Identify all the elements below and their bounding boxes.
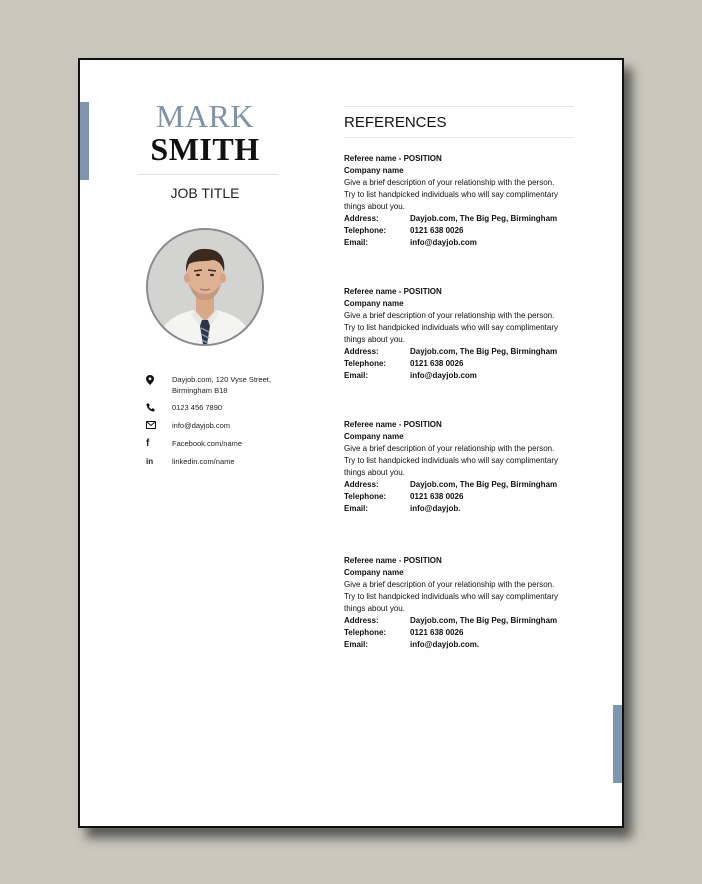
references-heading: REFERENCES [344, 114, 447, 131]
referee-description: Give a brief description of your relationship with the person. Try to list handpicked individuals who will say complimentary things about you. [344, 444, 559, 477]
referee-title: Referee name - POSITION [344, 556, 442, 565]
telephone-label: Telephone: [344, 226, 387, 235]
email-link[interactable]: info@dayjob.com [172, 421, 231, 430]
telephone-label: Telephone: [344, 359, 387, 368]
contact-email [146, 420, 296, 431]
referee-company: Company name [344, 568, 404, 577]
reference-entry [344, 286, 584, 382]
referee-email [344, 639, 584, 651]
left-accent-bar [80, 102, 89, 180]
contact-phone [146, 402, 296, 413]
referee-email [344, 370, 584, 382]
referee-description: Give a brief description of your relationship with the person. Try to list handpicked individuals who will say complimentary things about you. [344, 311, 559, 344]
right-accent-bar [613, 705, 622, 783]
reference-entry [344, 555, 584, 651]
location-pin-icon [146, 374, 172, 385]
phone-text: 0123 456 7890 [172, 403, 223, 412]
envelope-icon [146, 420, 172, 429]
referee-company: Company name [344, 166, 404, 175]
referee-company: Company name [344, 299, 404, 308]
contact-list [146, 374, 296, 467]
address-value: Dayjob.com, The Big Peg, Birmingham [410, 480, 558, 489]
referee-address [344, 615, 584, 627]
email-label: Email: [344, 371, 369, 380]
telephone-label: Telephone: [344, 492, 387, 501]
email-label: Email: [344, 504, 369, 513]
address-label: Address: [344, 347, 379, 356]
referee-title: Referee name - POSITION [344, 287, 442, 296]
profile-photo [146, 228, 264, 346]
contact-facebook [146, 438, 296, 449]
reference-entry [344, 419, 584, 515]
phone-icon [146, 402, 172, 412]
referee-title: Referee name - POSITION [344, 154, 442, 163]
address-value: Dayjob.com, The Big Peg, Birmingham [410, 214, 558, 223]
job-title: JOB TITLE [170, 185, 240, 201]
name-divider [138, 174, 278, 175]
address-value: Dayjob.com, The Big Peg, Birmingham [410, 616, 558, 625]
email-value[interactable]: info@dayjob.com [410, 371, 477, 380]
telephone-label: Telephone: [344, 628, 387, 637]
linkedin-icon: in [146, 457, 154, 466]
first-name: MARK [155, 98, 254, 134]
resume-page [78, 58, 624, 828]
telephone-value: 0121 638 0026 [410, 359, 464, 368]
telephone-value: 0121 638 0026 [410, 628, 464, 637]
referee-address [344, 479, 584, 491]
telephone-value: 0121 638 0026 [410, 492, 464, 501]
referee-description: Give a brief description of your relationship with the person. Try to list handpicked individuals who will say complimentary things about you. [344, 580, 559, 613]
contact-linkedin [146, 456, 296, 467]
references-section [344, 106, 574, 138]
referee-email [344, 237, 584, 249]
address-label: Address: [344, 616, 379, 625]
email-value[interactable]: info@dayjob.com. [410, 640, 480, 649]
linkedin-link[interactable]: linkedin.com/name [172, 457, 235, 466]
referee-telephone [344, 491, 584, 503]
referee-email [344, 503, 584, 515]
referee-address [344, 213, 584, 225]
contact-address [146, 374, 296, 396]
last-name: SMITH [150, 131, 260, 167]
portrait-image [148, 230, 262, 344]
address-label: Address: [344, 480, 379, 489]
email-label: Email: [344, 640, 369, 649]
referee-description: Give a brief description of your relationship with the person. Try to list handpicked individuals who will say complimentary things about you. [344, 178, 559, 211]
email-label: Email: [344, 238, 369, 247]
referee-telephone [344, 225, 584, 237]
facebook-icon: f [146, 438, 150, 449]
references-bottom-rule [344, 137, 574, 138]
referee-title: Referee name - POSITION [344, 420, 442, 429]
telephone-value: 0121 638 0026 [410, 226, 464, 235]
facebook-link[interactable]: Facebook.com/name [172, 439, 243, 448]
referee-telephone [344, 358, 584, 370]
email-value[interactable]: info@dayjob.com [410, 238, 477, 247]
referee-company: Company name [344, 432, 404, 441]
address-text: Dayjob.com, 120 Vyse Street, Birmingham B18 [172, 375, 271, 395]
address-label: Address: [344, 214, 379, 223]
reference-entry [344, 153, 584, 249]
referee-address [344, 346, 584, 358]
email-value[interactable]: info@dayjob. [410, 504, 461, 513]
referee-telephone [344, 627, 584, 639]
address-value: Dayjob.com, The Big Peg, Birmingham [410, 347, 558, 356]
